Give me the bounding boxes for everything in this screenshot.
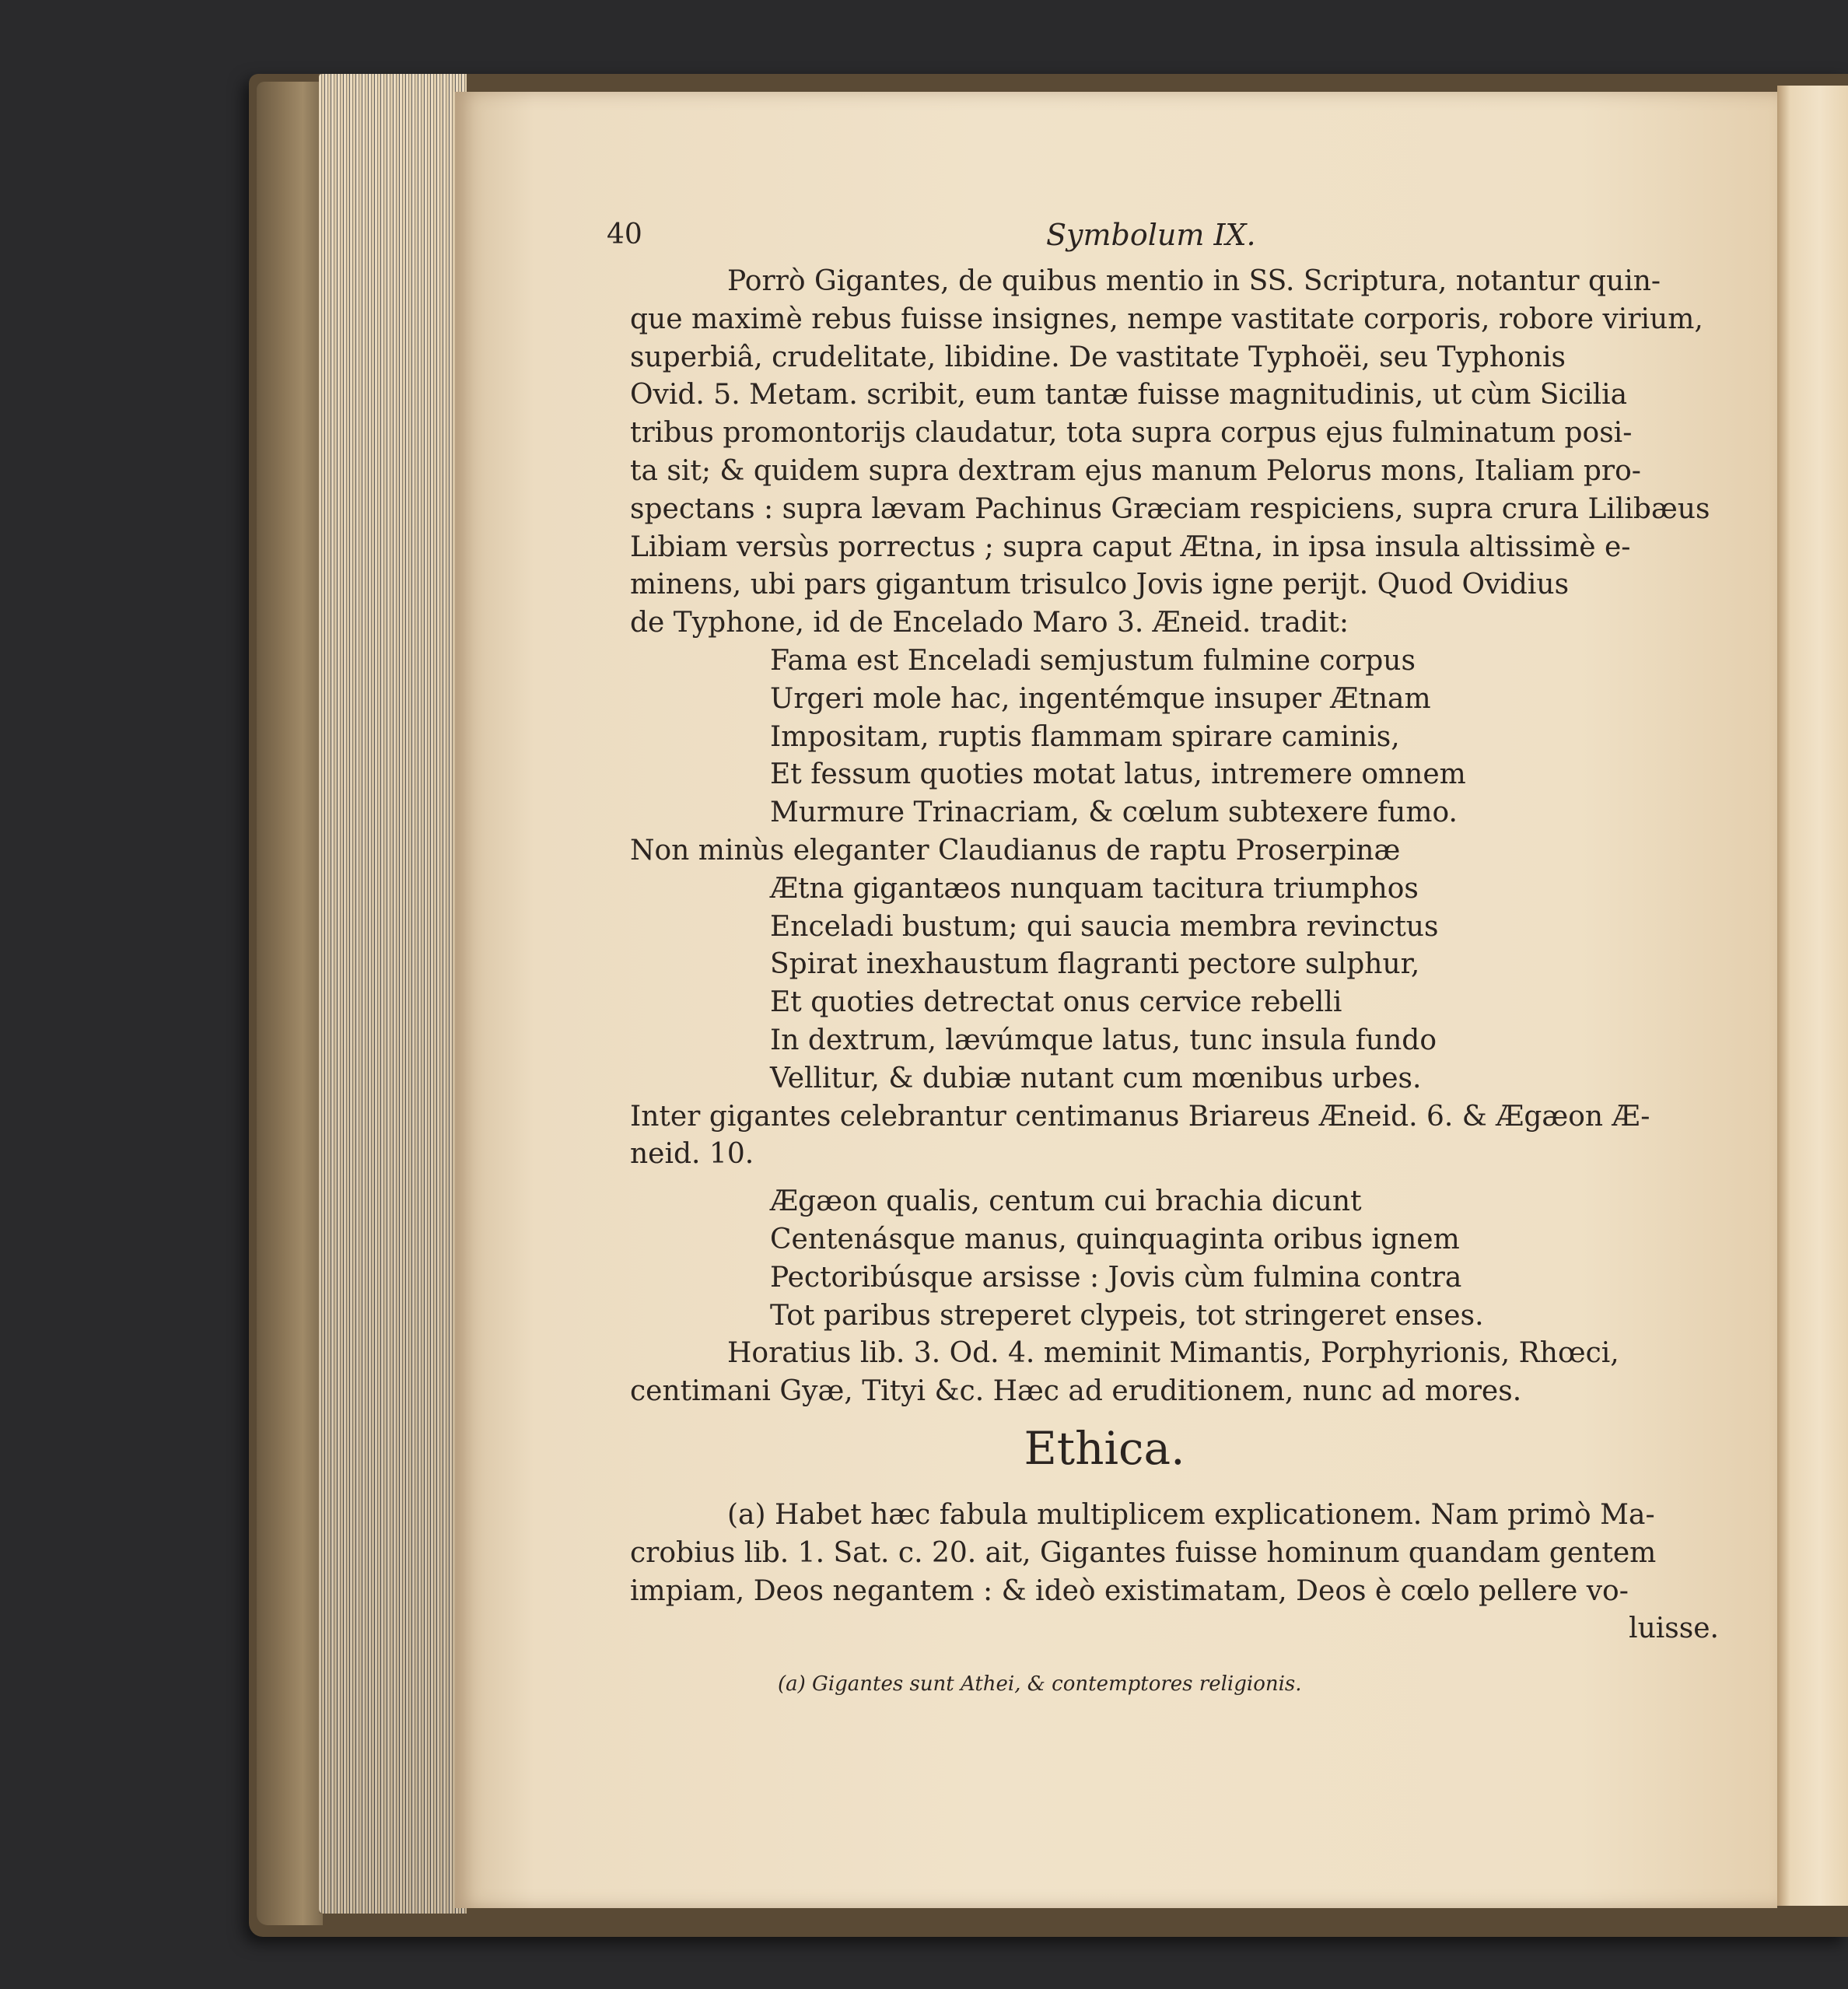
- text-line: Ovid. 5. Metam. scribit, eum tantæ fuisse magnitudinis, ut cùm Sicilia: [630, 379, 1628, 411]
- text-line: neid. 10.: [630, 1138, 754, 1171]
- verse-line: Urgeri mole hac, ingentémque insuper Ætnam: [770, 682, 1431, 715]
- verse-line: Vellitur, & dubiæ nutant cum mœnibus urbes.: [770, 1062, 1422, 1094]
- paragraph-1: [630, 263, 1719, 643]
- text-line: Horatius lib. 3. Od. 4. meminit Mimantis, Porphyrionis, Rhœci,: [727, 1337, 1619, 1370]
- verse-line: Tot paribus streperet clypeis, tot stringeret enses.: [770, 1299, 1484, 1332]
- text-line: minens, ubi pars gigantum trisulco Jovis igne perijt. Quod Ovidius: [630, 569, 1570, 601]
- text-line: tribus promontorijs claudatur, tota supra corpus ejus fulminatum posi-: [630, 417, 1633, 450]
- verse-line: Fama est Enceladi semjustum fulmine corpus: [770, 644, 1416, 677]
- book-cover-edge: [257, 82, 323, 1925]
- text-line: impiam, Deos negantem : & ideò existimatam, Deos è cœlo pellere vo-: [630, 1574, 1629, 1607]
- verse-line: Et fessum quoties motat latus, intremere omnem: [770, 758, 1466, 791]
- verse-quote-2: [630, 870, 1719, 1098]
- text-line: crobius lib. 1. Sat. c. 20. ait, Gigantes fuisse hominum quandam gentem: [630, 1536, 1657, 1569]
- verse-line: In dextrum, lævúmque latus, tunc insula fundo: [770, 1024, 1437, 1056]
- paragraph-3: [630, 1098, 1719, 1175]
- text-line: spectans : supra lævam Pachinus Græciam respiciens, supra crura Lilibæus: [630, 492, 1710, 525]
- text-line: que maximè rebus fuisse insignes, nempe vastitate corporis, robore virium,: [630, 303, 1703, 335]
- text-line: Non minùs eleganter Claudianus de raptu Proserpinæ: [630, 834, 1401, 867]
- running-title: Symbolum IX.: [1046, 218, 1256, 252]
- text-line: superbiâ, crudelitate, libidine. De vastitate Typhoëi, seu Typhonis: [630, 341, 1566, 373]
- text-line: centimani Gyæ, Tityi &c. Hæc ad eruditionem, nunc ad mores.: [630, 1375, 1522, 1408]
- book-page: [455, 92, 1777, 1908]
- verse-line: Centenásque manus, quinquaginta oribus ignem: [770, 1223, 1460, 1255]
- facing-page-edge: [1777, 86, 1848, 1906]
- verse-quote-1: [630, 643, 1719, 832]
- page-header: [607, 216, 1719, 263]
- verse-line: Murmure Trinacriam, & cœlum subtexere fumo.: [770, 797, 1458, 829]
- text-line: Inter gigantes celebrantur centimanus Briareus Æneid. 6. & Ægæon Æ-: [630, 1100, 1650, 1133]
- page-number: 40: [607, 219, 642, 250]
- verse-line: Ætna gigantæos nunquam tacitura triumphos: [770, 872, 1419, 905]
- verse-line: Enceladi bustum; qui saucia membra revinctus: [770, 910, 1439, 943]
- verse-line: Impositam, ruptis flammam spirare caminis,: [770, 720, 1400, 753]
- verse-line: Pectoribúsque arsisse : Jovis cùm fulmina contra: [770, 1261, 1462, 1294]
- verse-line: Et quoties detrectat onus cervice rebelli: [770, 986, 1342, 1019]
- catchword: luisse.: [1629, 1613, 1719, 1645]
- footnote: (a) Gigantes sunt Athei, & contemptores religionis.: [778, 1672, 1302, 1697]
- text-line: de Typhone, id de Encelado Maro 3. Æneid. tradit:: [630, 607, 1349, 639]
- section-title: Ethica.: [1024, 1421, 1185, 1475]
- paragraph-4: [630, 1335, 1719, 1411]
- verse-line: Ægæon qualis, centum cui brachia dicunt: [770, 1185, 1362, 1218]
- page-edges: [319, 74, 467, 1914]
- text-line: Porrò Gigantes, de quibus mentio in SS. Scriptura, notantur quin-: [727, 265, 1661, 297]
- paragraph-5: [630, 1497, 1719, 1648]
- text-line: ta sit; & quidem supra dextram ejus manum Pelorus mons, Italiam pro-: [630, 454, 1641, 487]
- verse-quote-3: [630, 1183, 1719, 1335]
- verse-line: Spirat inexhaustum flagranti pectore sulphur,: [770, 948, 1420, 981]
- text-line: (a) Habet hæc fabula multiplicem explicationem. Nam primò Ma-: [727, 1498, 1655, 1531]
- text-line: Libiam versùs porrectus ; supra caput Ætna, in ipsa insula altissimè e-: [630, 531, 1631, 563]
- page-text-block: [607, 216, 1719, 1704]
- paragraph-2: [630, 832, 1719, 870]
